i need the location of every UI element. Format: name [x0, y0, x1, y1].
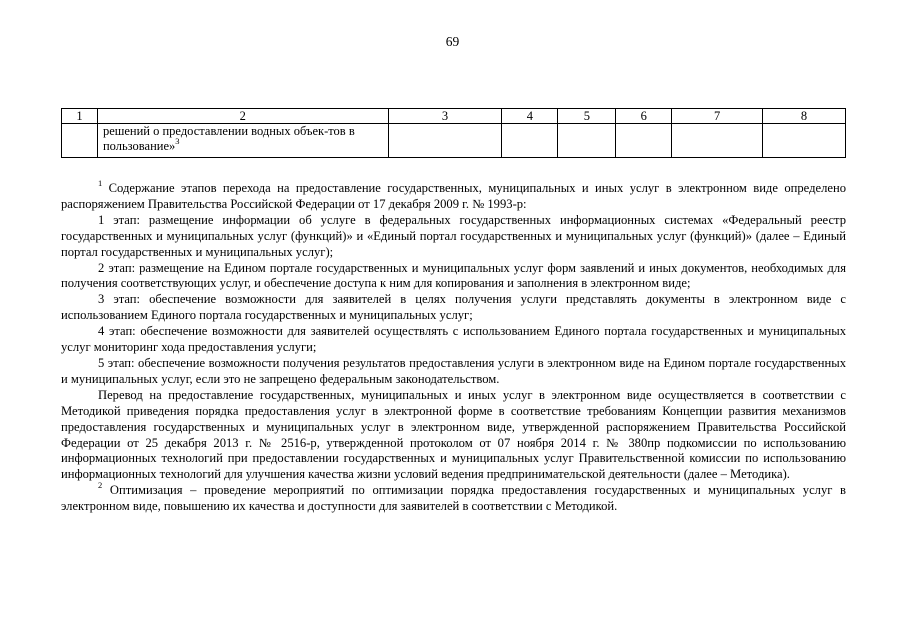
- table-cell: [502, 124, 558, 158]
- footnote-text: 1 этап: размещение информации об услуге в федеральных государственных информационных системах «Федеральный реестр государственных и муниципальных услуг (функций)» и «Единый портал государственных и муниципальных услуг (функций)» (далее – Единый портал государственных и муниципальных услуг);: [61, 212, 846, 259]
- footnote-paragraph: [61, 388, 846, 483]
- column-header: 4: [502, 109, 558, 124]
- footnote-mark: 1: [98, 177, 103, 188]
- table-cell: [672, 124, 763, 158]
- column-header: 5: [558, 109, 616, 124]
- footnote-paragraph: [61, 261, 846, 293]
- footnote-text: Оптимизация – проведение мероприятий по оптимизации порядка предоставления государственных и муниципальных услуг в электронном виде, повышению их качества и доступности для заявителей в соответствии с Методикой.: [61, 483, 846, 514]
- footnote-paragraph: [61, 177, 846, 213]
- data-table: [61, 108, 846, 158]
- footnote-reference: 3: [175, 135, 180, 146]
- column-header: 1: [62, 109, 98, 124]
- footnote-paragraph: [61, 324, 846, 356]
- table-cell: [97, 124, 388, 158]
- footnotes-section: [61, 177, 846, 515]
- footnote-text: Перевод на предоставление государственных, муниципальных и иных услуг в электронном виде осуществляется в соответствии с Методикой приведения порядка предоставления услуг в электронной форме в соответствие требованиям Концепции развития механизмов предоставления государственных и муниципальных услуг в электронном виде, утвержденной распоряжением Правительства Российской Федерации от 25 декабря 2013 г. № 2516-р, утвержденной протоколом от 07 ноября 2014 г. № 380пр подкомиссии по использованию информационных технологий при предоставлении государственных и муниципальных услуг Правительственной комиссии по использованию информационных технологий для улучшения качества жизни условий ведения предпринимательской деятельности (далее – Методика).: [61, 387, 846, 482]
- table-cell: [558, 124, 616, 158]
- column-header: 3: [388, 109, 502, 124]
- footnote-paragraph: [61, 292, 846, 324]
- footnote-text: Содержание этапов перехода на предоставление государственных, муниципальных и иных услуг в электронном виде определено распоряжением Правительства Российской Федерации от 17 декабря 2009 г. № 1993-р:: [61, 181, 846, 211]
- footnote-paragraph: [61, 213, 846, 261]
- table-cell: [62, 124, 98, 158]
- page-number: 69: [445, 34, 460, 49]
- footnote-paragraph: [61, 480, 846, 515]
- footnote-text: 3 этап: обеспечение возможности для заявителей в целях получения услуги представлять документы в электронном виде с использованием Единого портала государственных и муниципальных услуг;: [61, 292, 846, 323]
- footnote-paragraph: [61, 356, 846, 388]
- column-header: 8: [763, 109, 846, 124]
- footnote-text: 5 этап: обеспечение возможности получения результатов предоставления услуги в электронном виде на Едином портале государственных и муниципальных услуг, если это не запрещено федеральным законодательством.: [61, 355, 846, 386]
- table-header-row: [62, 109, 846, 124]
- footnote-text: 2 этап: размещение на Едином портале государственных и муниципальных услуг форм заявлений и иных документов, необходимых для получения соответствующих услуг, и обеспечение доступа к ним для копирования и заполнения в электронном виде;: [61, 260, 846, 291]
- column-header: 6: [616, 109, 672, 124]
- table-cell: [763, 124, 846, 158]
- cell-text: [101, 124, 385, 154]
- cell-content: решений о предоставлении водных объек-тов в пользование»: [102, 124, 355, 153]
- table-row: [62, 124, 846, 158]
- footnote-text: 4 этап: обеспечение возможности для заявителей осуществлять с использованием Единого портала государственных и муниципальных услуг мониторинг хода предоставления услуги;: [61, 324, 846, 355]
- column-header: 7: [672, 109, 763, 124]
- table-cell: [388, 124, 502, 158]
- column-header: 2: [97, 109, 388, 124]
- footnote-mark: 2: [98, 480, 103, 491]
- table-cell: [616, 124, 672, 158]
